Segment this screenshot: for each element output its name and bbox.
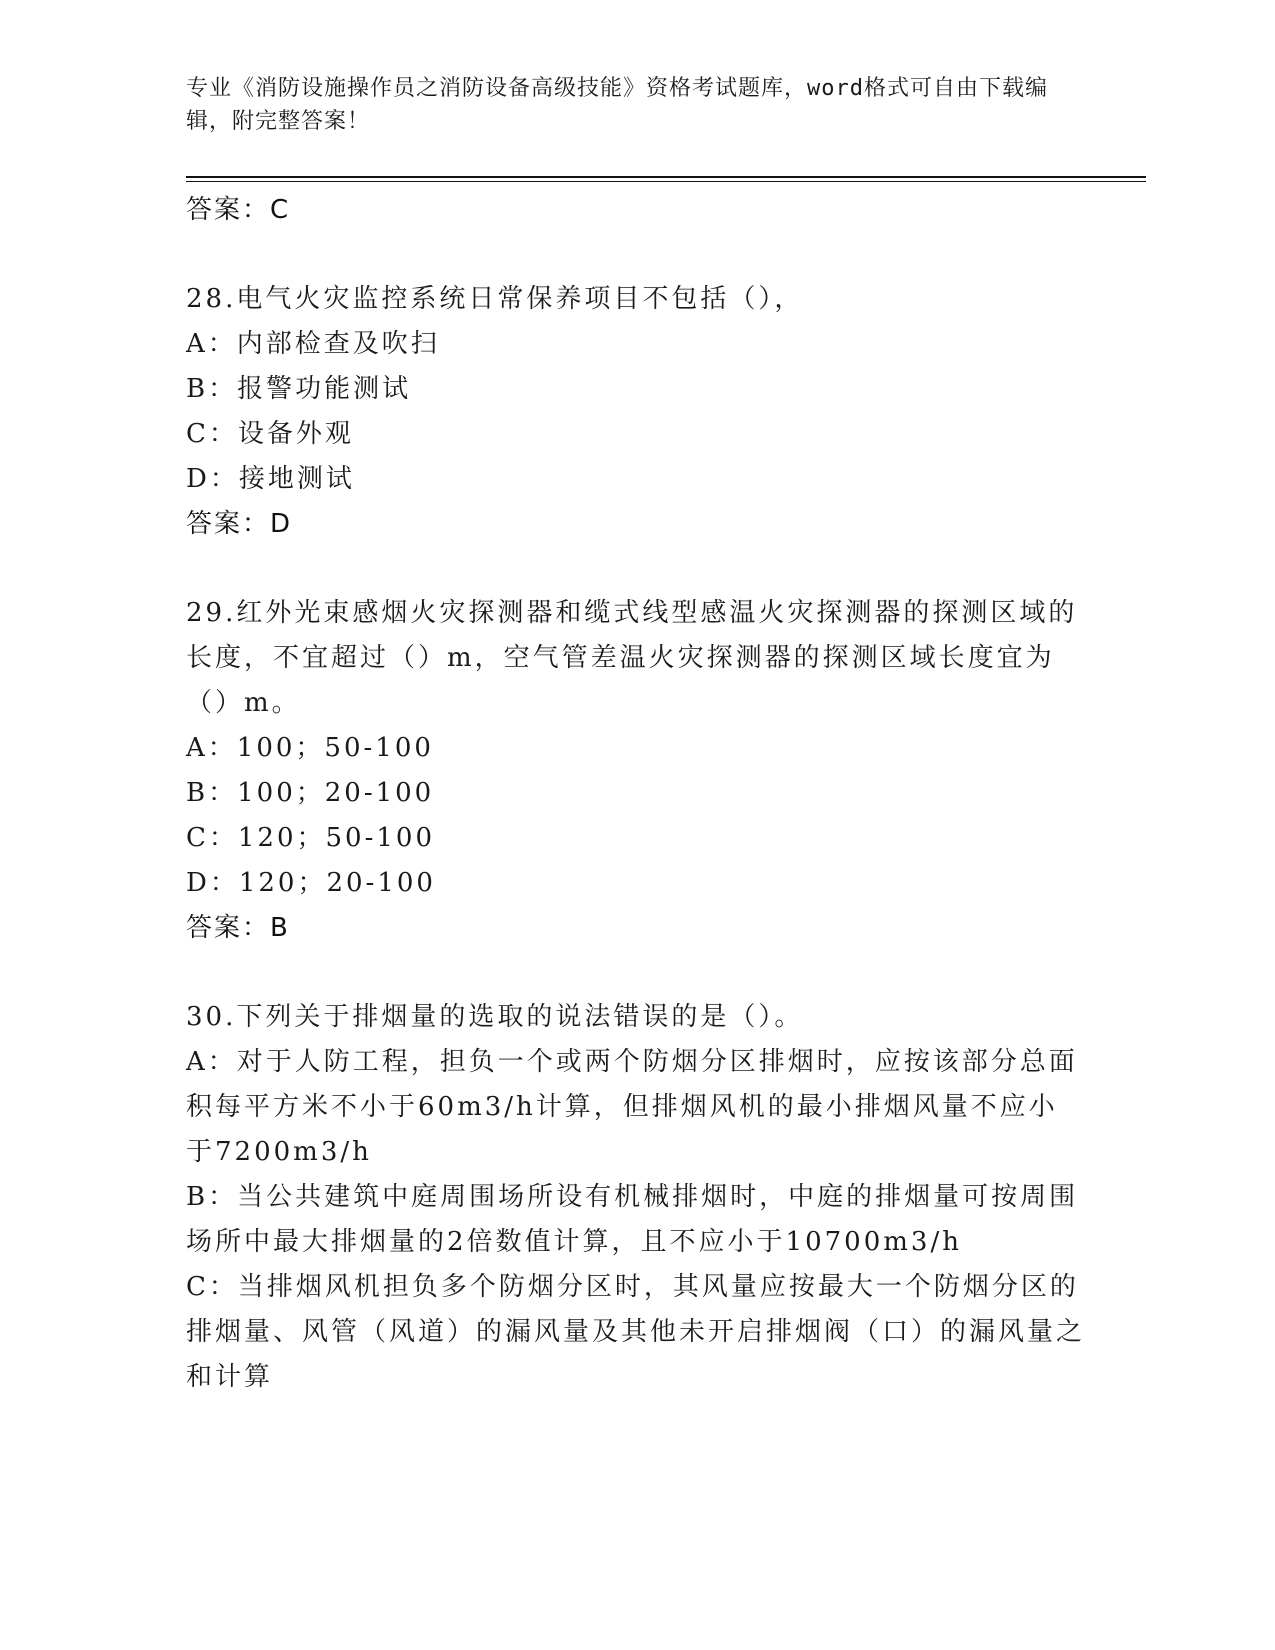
option-28-c: C：设备外观 <box>186 419 354 449</box>
option-29-b: B：100；20-100 <box>186 778 435 808</box>
option-29-a: A：100；50-100 <box>186 733 434 763</box>
spacer <box>186 233 1086 277</box>
header-rule-thin <box>186 181 1146 182</box>
answer-27: 答案：C <box>186 195 291 225</box>
answer-28: 答案：D <box>186 509 293 539</box>
document-header: 专业《消防设施操作员之消防设备高级技能》资格考试题库，word格式可自由下载编辑，附完整答案！ <box>186 76 1048 134</box>
option-30-b: B：当公共建筑中庭周围场所设有机械排烟时，中庭的排烟量可按周围场所中最大排烟量的2倍数值计算，且不应小于10700m3/h <box>186 1182 1079 1257</box>
question-30: 30.下列关于排烟量的选取的说法错误的是（）。 <box>186 1002 804 1032</box>
spacer <box>186 547 1086 591</box>
option-28-b: B：报警功能测试 <box>186 374 412 404</box>
option-29-c: C：120；50-100 <box>186 823 436 853</box>
header-rule-thick <box>186 176 1146 178</box>
option-30-c: C：当排烟风机担负多个防烟分区时，其风量应按最大一个防烟分区的排烟量、风管（风道）的漏风量及其他未开启排烟阀（口）的漏风量之和计算 <box>186 1272 1086 1392</box>
option-28-a: A：内部检查及吹扫 <box>186 329 440 359</box>
option-28-d: D：接地测试 <box>186 464 355 494</box>
question-29: 29.红外光束感烟火灾探测器和缆式线型感温火灾探测器的探测区域的长度，不宜超过（）m，空气管差温火灾探测器的探测区域长度宜为（）m。 <box>186 598 1078 718</box>
answer-29: 答案：B <box>186 913 290 943</box>
option-29-d: D：120；20-100 <box>186 868 436 898</box>
spacer <box>186 951 1086 995</box>
option-30-a: A：对于人防工程，担负一个或两个防烟分区排烟时，应按该部分总面积每平方米不小于60m3/h计算，但排烟风机的最小排烟风量不应小于7200m3/h <box>186 1047 1078 1167</box>
question-28: 28.电气火灾监控系统日常保养项目不包括（）， <box>186 284 804 314</box>
question-list <box>186 188 1086 1400</box>
